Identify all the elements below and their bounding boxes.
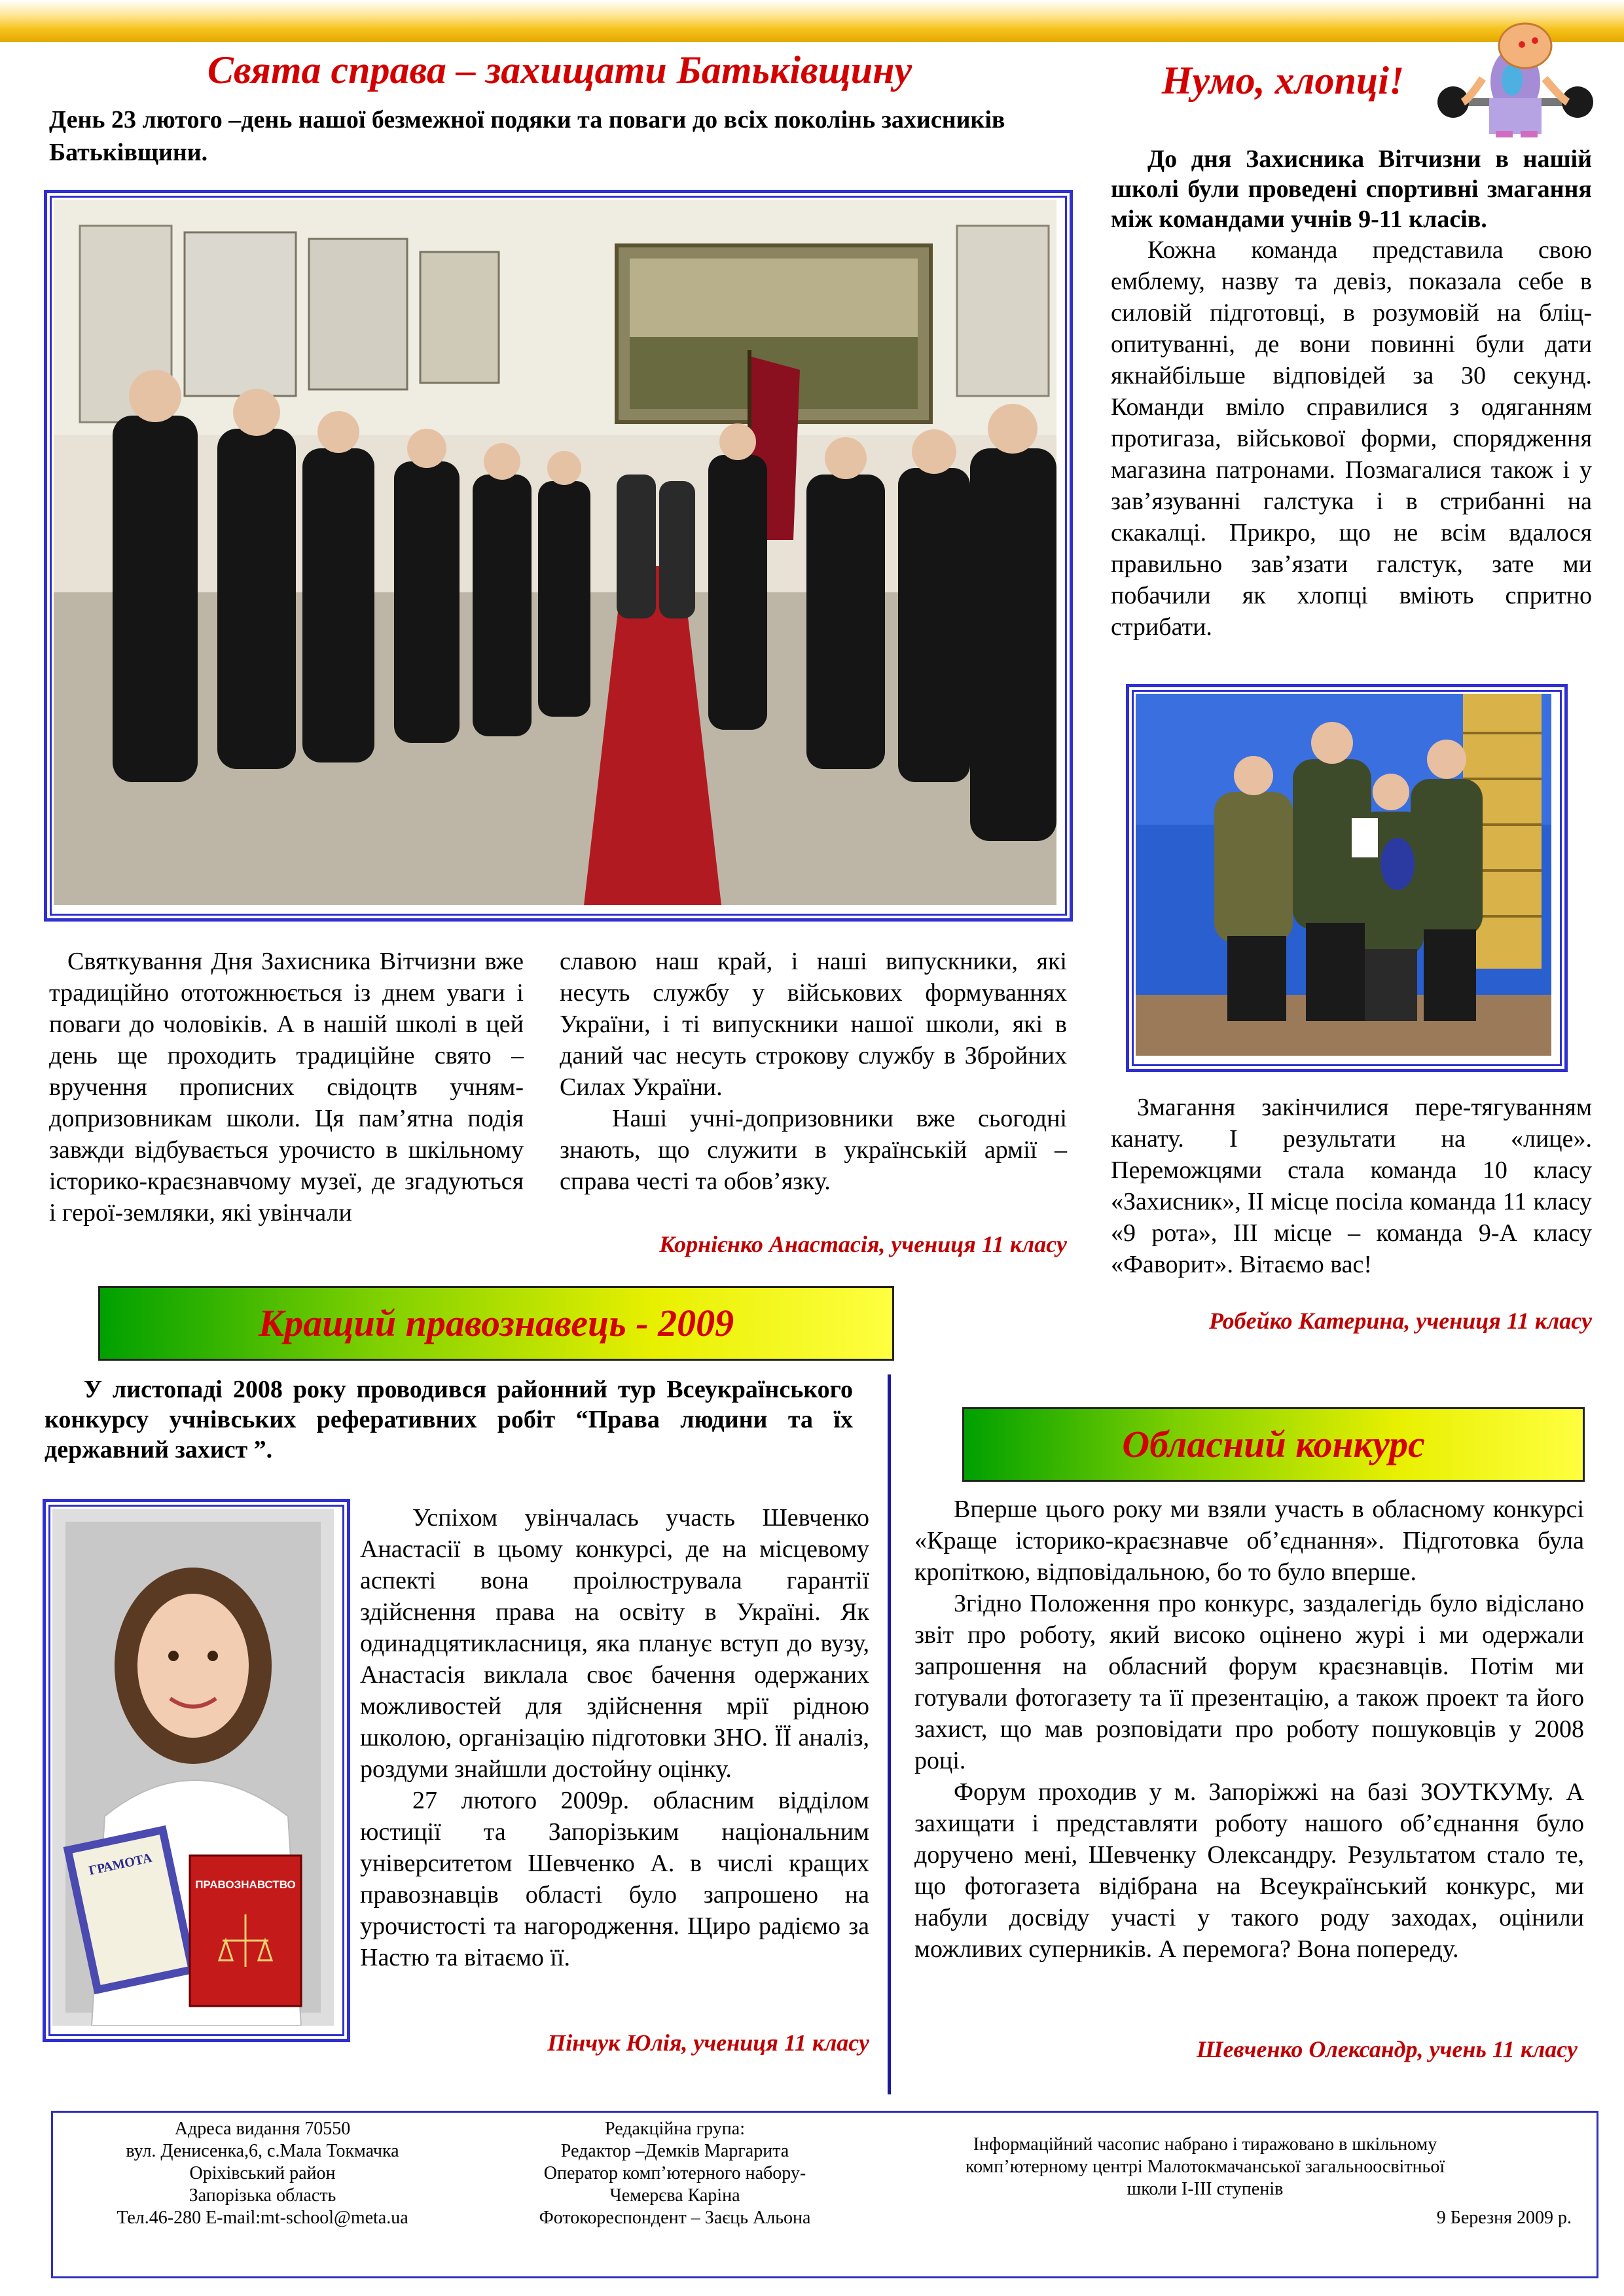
book-title: ПРАВОЗНАВСТВО (195, 1878, 296, 1891)
article3-paragraph: Успіхом увінчалась участь Шевченко Анастасії в цьому конкурсі, де на місцевому аспекті вона проілюструвала гарантії здійснення права на освіту в Україні. Як одинадцятикласниця, яка планує вступ до вузу, Анастасія виклала своє бачення одержаних можливостей для здійснення мрії рідною школою, організацію підготовки ЗНО. ЇЇ аналіз, роздуми знайшли достойну оцінку. (360, 1504, 869, 1783)
page-title: Свята справа – захищати Батьківщину (207, 48, 912, 92)
article1-col1 (49, 946, 524, 1229)
footer-line: вул. Денисенка,6, с.Мала Токмачка (126, 2141, 399, 2161)
right-title: Нумо, хлопці! (1161, 59, 1405, 102)
article1-paragraph: Наші учні-допризовники вже сьогодні знають, що служити в українській армії – справа честі та обов’язку. (560, 1105, 1067, 1195)
ceremony-photo (44, 190, 1073, 922)
footer-line: комп’ютерному центрі Малотокмачанської загальноосвітньої (965, 2157, 1445, 2177)
student-award-photo (43, 1499, 350, 2042)
article4-paragraph: Згідно Положення про конкурс, заздалегідь було відіслано звіт про роботу, який високо оцінено журі і ми одержали запрошення на обласний форум краєзнавців. Потім ми готували фотогазету та її презентацію, а також проект та його захист, що мав розповідати про роботу пошуковців у 2008 році. (914, 1590, 1584, 1774)
article1-col2 (560, 946, 1067, 1197)
page-subtitle: День 23 лютого –день нашої безмежної подяки та поваги до всіх поколінь захисників Батьківщини. (49, 106, 1005, 166)
article3-intro: У листопаді 2008 року проводився районний тур Всеукраїнського конкурсу учнівських реферативних робіт “Права людини та їх державний захист ”. (45, 1376, 853, 1463)
article4-title: Обласний конкурс (1122, 1423, 1425, 1465)
footer-line: Редакційна група: (604, 2119, 745, 2139)
article2-text (1111, 144, 1592, 643)
article2-result (1111, 1092, 1592, 1280)
sports-team-photo (1126, 684, 1568, 1072)
footer-line: Тел.46-280 E-mail:mt-school@meta.ua (117, 2208, 408, 2228)
footer-line: Редактор –Демків Маргарита (560, 2141, 789, 2161)
footer-line: Адреса видання 70550 (174, 2119, 351, 2139)
article2-result-text: Змагання закінчилися пере-тягуванням канату. І результати на «лице». Переможцями стала команда 10 класу «Захисник», ІІ місце посіла команда 11 класу «9 рота», ІІІ місце – команда 9-А класу «Фаворит». Вітаємо вас! (1111, 1094, 1592, 1278)
article1-paragraph: славою наш край, і наші випускники, які несуть службу у військових формуваннях України, і ті випускники нашої школи, які в даний час несуть строкову службу в Збройних Силах України. (560, 948, 1067, 1101)
footer-info (878, 2134, 1532, 2200)
footer-line: Фотокореспондент – Заєць Альона (539, 2208, 811, 2228)
article3-divider (888, 1374, 891, 2094)
article2-signature: Робейко Катерина, учениця 11 класу (1208, 1308, 1592, 1334)
article3-banner (98, 1286, 894, 1361)
article1-signature: Корнієнко Анастасія, учениця 11 класу (659, 1231, 1067, 1257)
article2-intro: До дня Захисника Вітчизни в нашій школі були проведені спортивні змагання між командами учнів 9-11 класів. (1111, 145, 1592, 233)
weightlifter-icon (1437, 7, 1594, 137)
article1-paragraph: Святкування Дня Захисника Вітчизни вже традиційно ототожнюється із днем уваги і поваги до чоловіків. А в нашій школі в цей день ще проходить традиційне свято – вручення прописних свідоцтв учням-допризовникам школи. Ця пам’ятна подія завжди відбувається урочисто в шкільному історико-краєзнавчому музеї, де згадуються і герої-земляки, які увінчали (49, 948, 524, 1227)
article4-paragraph: Вперше цього року ми взяли участь в обласному конкурсі «Краще історико-краєзнавче об’єднання». Підготовка була кропіткою, відповідальною, бо то було вперше. (914, 1496, 1584, 1586)
top-color-bar (0, 0, 1624, 42)
article3-text (360, 1502, 869, 1973)
footer-box (51, 2111, 1598, 2278)
article3-signature: Пінчук Юлія, учениця 11 класу (547, 2030, 869, 2056)
footer-line: Інформаційний часопис набрано і тиражовано в шкільному (973, 2134, 1437, 2155)
footer-editorial (478, 2118, 871, 2229)
article4-banner (962, 1407, 1585, 1482)
article3-title: Кращий правознавець - 2009 (258, 1302, 734, 1344)
article4-text (914, 1494, 1584, 1965)
article4-paragraph: Форум проходив у м. Запоріжжі на базі ЗОУТКУМу. А захищати і представляти роботу нашого об’єднання було доручено мені, Шевченку Олександру. Результатом стало те, що фотогазета відібрана на Всеукраїнський конкурс, ми набули досвіду участі у такого роду заходах, оцінили можливих суперників. А перемога? Вона попереду. (914, 1778, 1584, 1963)
article3-paragraph: 27 лютого 2009р. обласним відділом юстиції та Запорізьким національним університетом Шевченко А. в числі кращих правознавців області було запрошено на урочистості та нагородження. Щиро радіємо за Настю та вітаємо її. (360, 1787, 869, 1971)
footer-address (53, 2118, 472, 2229)
footer-line: Запорізька область (189, 2185, 336, 2206)
diploma-title: ГРАМОТА (87, 1850, 154, 1878)
footer-line: школи І-ІІІ ступенів (1127, 2179, 1284, 2199)
footer-line: Оператор комп’ютерного набору- (543, 2163, 806, 2183)
footer-line: Оріхівський район (189, 2163, 336, 2183)
footer-line: Чемерєва Каріна (609, 2185, 740, 2206)
article4-signature: Шевченко Олександр, учень 11 класу (1196, 2036, 1578, 2062)
article2-body: Кожна команда представила свою емблему, назву та девіз, показала себе в силовій підготовці, в розумовій на бліц-опитуванні, де вони повинні були дати якнайбільше відповідей за 30 секунд. Команди вміло справилися з одяганням протигаза, військової форми, спорядження магазина патронами. Позмагалися також і у зав’язуванні галстука і в стрибанні на скакалці. Прикро, що не всім вдалося правильно зав’язати галстук, зате ми побачили як хлопці вміють спритно стрибати. (1111, 236, 1592, 641)
footer-date: 9 Березня 2009 р. (1436, 2208, 1572, 2228)
